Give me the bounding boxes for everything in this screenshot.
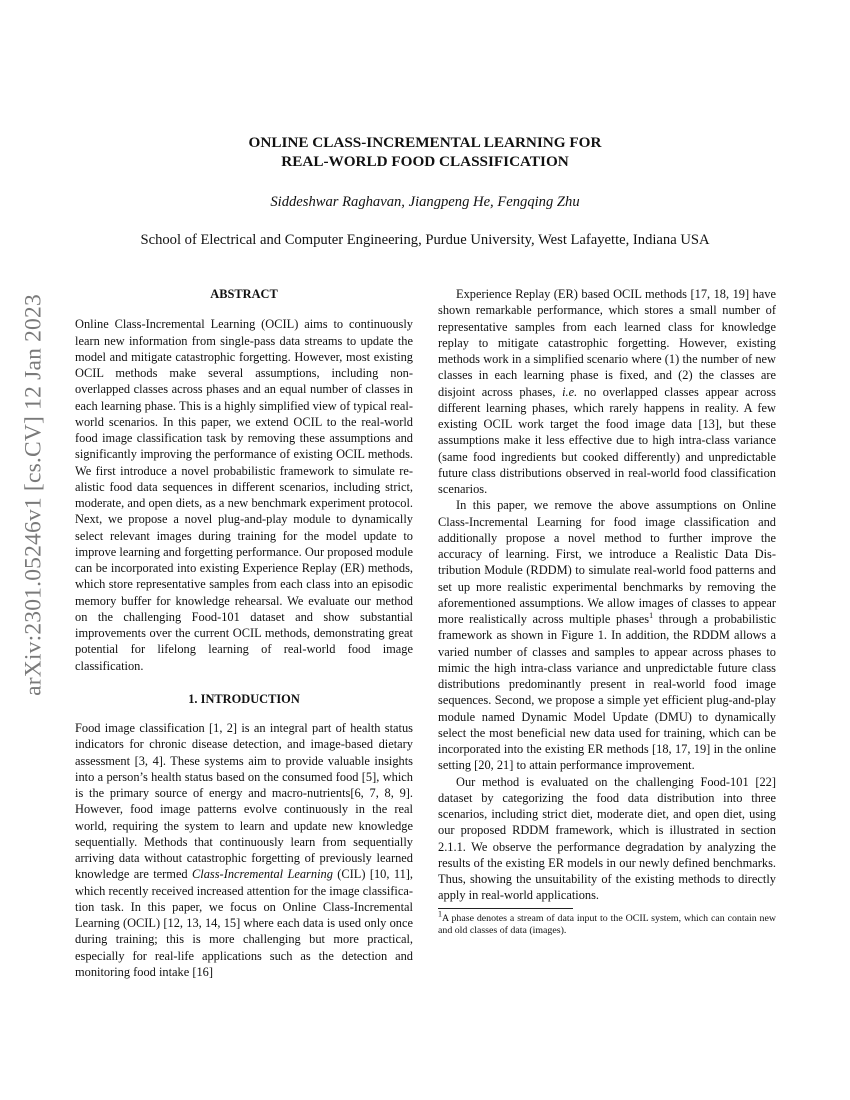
arxiv-sidebar-stamp bbox=[8, 295, 60, 695]
left-column bbox=[75, 286, 413, 980]
footnote bbox=[438, 909, 776, 938]
author-list: Siddeshwar Raghavan, Jiangpeng He, Fengqing Zhu bbox=[270, 194, 580, 210]
footnote-text: A phase denotes a stream of data input to the OCIL system, which can contain new and old classes of data (images). bbox=[438, 912, 776, 936]
right-column bbox=[438, 286, 776, 938]
footnote-divider bbox=[438, 908, 573, 909]
title-line-1: ONLINE CLASS-INCREMENTAL LEARNING FOR bbox=[248, 134, 602, 151]
footnote-mark: 1 bbox=[438, 909, 442, 919]
intro-p3-part-a: In this paper, we remove the above assumptions on Online Class-Incremental Learning for food image classification and additionally propose a novel method to further improve the accuracy of learning. First, we introduce a Realistic Data Distribution Module (RDDM) to simulate real-world food patterns and set up more realistic experimental benchmarks by removing the aforementioned assumptions. We allow images of classes to appear more realistically across multiple phases bbox=[438, 498, 776, 626]
intro-p2-part-a: Experience Replay (ER) based OCIL methods [17, 18, 19] have shown remarkable performance, which stores a small number of representative samples from each learned class for knowledge replay to mitigate catastrophic forgetting. However, existing methods work in a simplified scenario where (1) the number of new classes in each learning phase is fixed, and (2) the classes are disjoint across phases, bbox=[438, 287, 776, 399]
intro-p3-part-b: through a probabilistic framework as shown in Figure 1. In addition, the RDDM allows a varied number of classes and samples to appear across phases to mimic the high intra-class variance and unpredictable future class distributions predominantly present in real-world food image sequences. Second, we propose a simple yet efficient plug-and-play module named Dynamic Model Update (DMU) to dynamically select the most beneficial new data used for training, which can be incorporated into the existing ER methods [18, 17, 19] in the online setting [20, 21] to attain performance improvement. bbox=[438, 612, 777, 773]
paper-title bbox=[0, 133, 850, 171]
intro-p1-part-b: (CIL) [10, 11], which recently received increased attention for the image classification task. In this paper, we focus on Online Class-Incremental Learning (OCIL) [12, 13, 14, 15] where each data is used only once during training; this is more challenging but more practical, especially for real-life applications such as the detection and monitoring food intake [16] bbox=[75, 867, 413, 979]
introduction-heading: 1. INTRODUCTION bbox=[188, 691, 300, 706]
intro-p1-part-a: Food image classification [1, 2] is an integral part of health status indicators for chronic disease detection, and image-based dietary assessment [3, 4]. These systems aim to provide valuable insights into a person’s health status based on the consumed food [5], which is the primary source of energy and macro-nutrients[6, 7, 8, 9]. However, food image patterns evolve continuously in the real world, requiring the system to learn and update new knowledge sequentially. Methods that continuously learn from sequentially arriving data without catastrophic forgetting of previously learned knowledge are termed bbox=[75, 721, 413, 882]
affiliation: School of Electrical and Computer Engineering, Purdue University, West Lafayette, Indiana USA bbox=[140, 232, 710, 248]
intro-p2-emphasis: i.e. bbox=[562, 384, 578, 399]
title-line-2: REAL-WORLD FOOD CLASSIFICATION bbox=[281, 153, 569, 170]
intro-p1-emphasis: Class-Incremental Learning bbox=[192, 867, 333, 882]
intro-paragraph-1 bbox=[75, 720, 413, 980]
abstract-heading: ABSTRACT bbox=[210, 287, 278, 301]
arxiv-id-label: arXiv:2301.05246v1 [cs.CV] 12 Jan 2023 bbox=[20, 294, 47, 696]
footnote-ref: 1 bbox=[649, 610, 654, 620]
intro-paragraph-2 bbox=[438, 286, 776, 497]
intro-p2-part-b: no overlapped classes appear across different learning phases, which rarely happens in reality. A few existing OCIL work target the food image data [13], but these assumptions make it less effective due to high intra-class variance (same food ingredients but cooked differently) and unpredictable future class distributions observed in real-world food classification scenarios. bbox=[438, 384, 776, 496]
intro-paragraph-3 bbox=[438, 497, 776, 773]
intro-paragraph-4: Our method is evaluated on the challenging Food-101 [22] dataset by categorizing the food data distribution into three scenarios, including strict diet, moderate diet, and open diet, using our proposed RDDM framework, which is illustrated in section 2.1.1. We observe the performance degradation by analyzing the results of the existing ER models in our newly defined benchmarks. Thus, showing the unsuitability of the existing methods to directly apply in real-world applications. bbox=[438, 774, 776, 903]
abstract-text: Online Class-Incremental Learning (OCIL) aims to continuously learn new information from single-pass data streams to update the model and mitigate catastrophic forgetting. However, most existing OCIL methods make several assumptions, including non-overlapped classes across phases and an equal number of classes in each learning phase. This is a highly simplified view of typical real-world scenarios. In this paper, we extend OCIL to the real-world food image classification task by removing these assumptions and significantly improving the performance of existing OCIL methods. We first introduce a novel probabilistic framework to simulate realistic food data sequences in different scenarios, including strict, moderate, and open diets, as a new benchmark experiment protocol. Next, we propose a novel plug-and-play module to dynamically select relevant images during training for the model update to improve learning and forgetting performance. Our proposed module can be incorporated into existing Experience Replay (ER) methods, which store representative samples from each class into an episodic memory buffer for knowledge rehearsal. We evaluate our method on the challenging Food-101 dataset and show substantial improvements over the current OCIL methods, demonstrating great potential for lifelong learning of real-world food image classification. bbox=[75, 317, 413, 673]
